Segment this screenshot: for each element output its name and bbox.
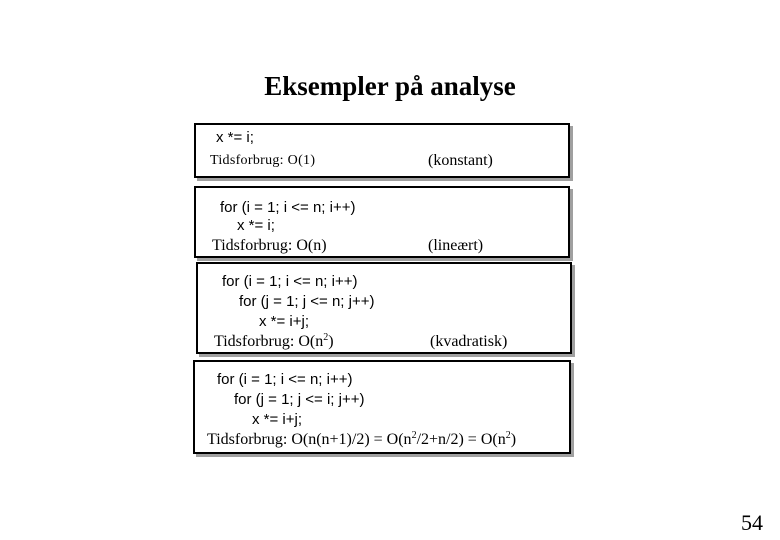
code-line: for (j = 1; j <= i; j++) bbox=[234, 391, 365, 408]
page-number: 54 bbox=[741, 510, 763, 535]
example-box-constant bbox=[194, 123, 570, 178]
code-line: for (i = 1; i <= n; i++) bbox=[222, 273, 358, 290]
time-complexity-label: Tidsforbrug: $O(n^2)$ bbox=[214, 332, 334, 350]
example-box-linear bbox=[194, 186, 570, 258]
code-line: for (j = 1; j <= n; j++) bbox=[239, 293, 375, 310]
code-line: x *= i; bbox=[237, 217, 275, 234]
code-line: x *= i+j; bbox=[259, 313, 310, 330]
time-complexity-label: Tidsforbrug: $O(n(n+1)/2) = O(n^2/2+n/2) = O(n^2)$ bbox=[207, 430, 517, 448]
time-complexity-label: Tidsforbrug: O(n) bbox=[212, 237, 327, 254]
code-line: x *= i; bbox=[216, 129, 254, 146]
example-box-quadratic bbox=[196, 262, 572, 354]
code-line: x *= i+j; bbox=[252, 411, 303, 428]
time-complexity-label: Tidsforbrug: O(1) bbox=[210, 153, 316, 168]
code-line: for (i = 1; i <= n; i++) bbox=[217, 371, 353, 388]
complexity-class: (lineært) bbox=[428, 237, 484, 254]
complexity-class: (kvadratisk) bbox=[430, 333, 508, 350]
complexity-class: (konstant) bbox=[428, 152, 493, 169]
example-box-triangular bbox=[193, 360, 571, 454]
slide-title: Eksempler på analyse bbox=[264, 71, 516, 101]
code-line: for (i = 1; i <= n; i++) bbox=[220, 199, 356, 216]
